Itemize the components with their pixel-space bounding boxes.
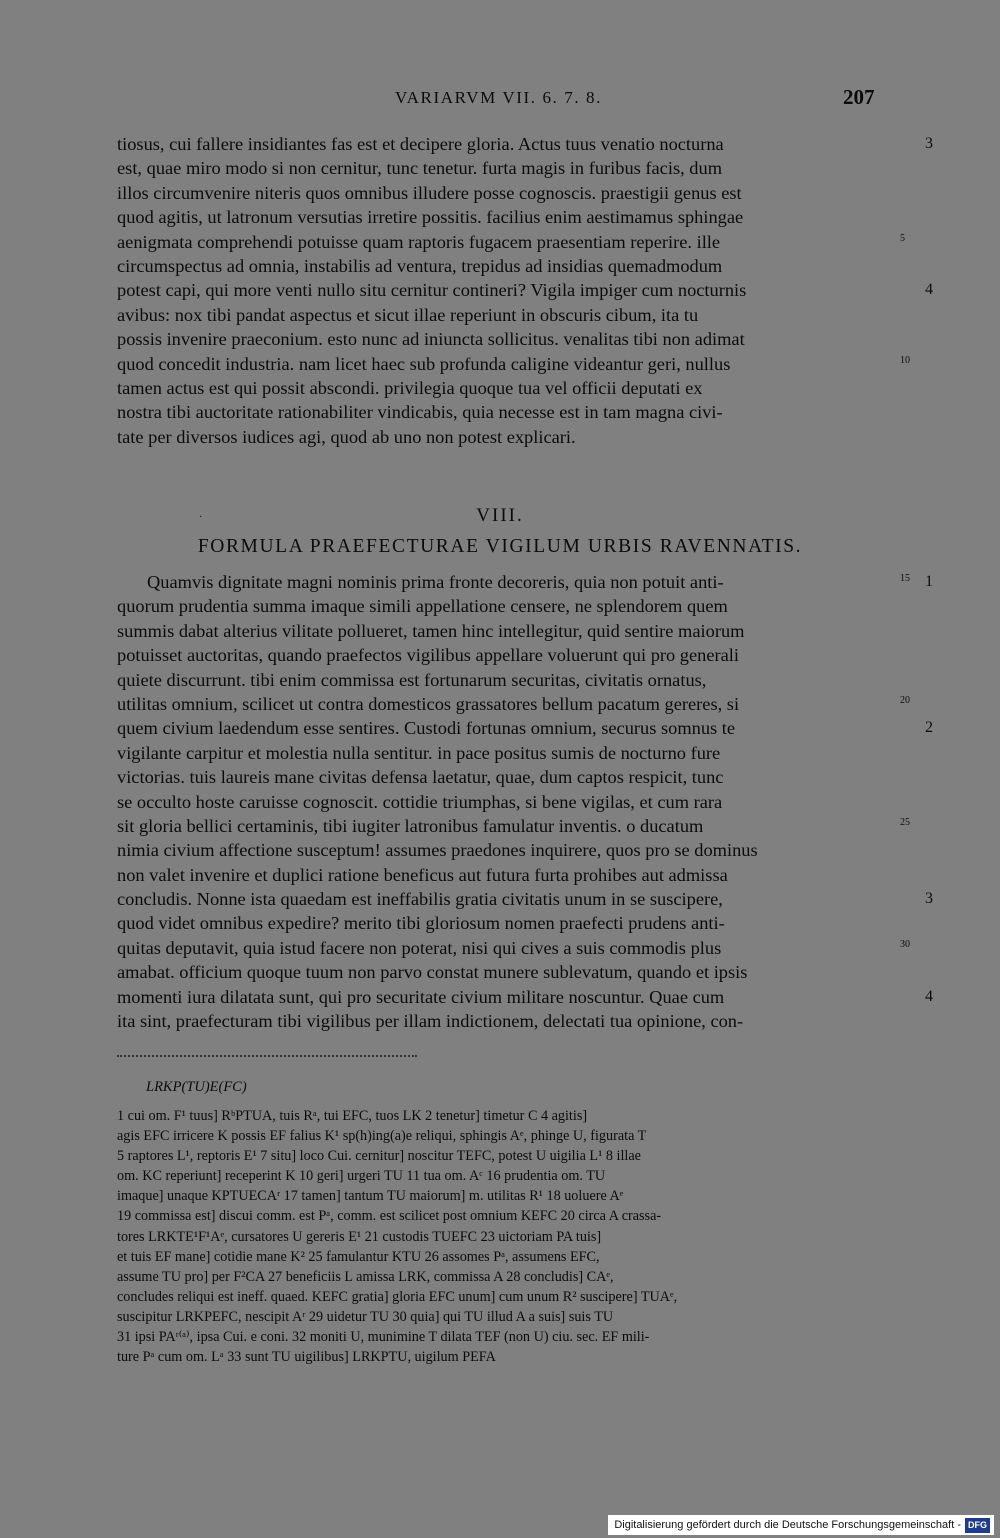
text-line: est, quae miro modo si non cernitur, tunc tenetur. furta magis in furibus facis, dum bbox=[117, 158, 722, 179]
text-line: nostra tibi auctoritate rationabiliter vindicabis, quia necesse est in tam magna civi- bbox=[117, 402, 723, 423]
text-line: sit gloria bellici certaminis, tibi iugiter latronibus famulatur inventis. o ducatum 25 bbox=[117, 815, 910, 836]
text-line: quod agitis, ut latronum versutias irretire possitis. facilius enim aestimamus sphingae bbox=[117, 207, 744, 228]
apparatus-line: suscipitur LRKPEFC, nescipit Aʳ 29 uidetur TU 30 quia] qui TU illud A a suis] suis TU bbox=[117, 1308, 614, 1325]
text-line: momenti iura dilatata sunt, qui pro securitate civium militare noscuntur. Quae cum 4 bbox=[117, 985, 895, 1009]
apparatus-line: 19 commissa est] discui comm. est Pᵃ, comm. est scilicet post omnium KEFC 20 circa A crassa- bbox=[117, 1208, 662, 1225]
text-line: quorum prudentia summa imaque simili appellatione censere, ne splendorem quem bbox=[117, 596, 728, 617]
text-line: quem civium laedendum esse sentires. Custodi fortunas omnium, securus somnus te 2 bbox=[117, 716, 895, 740]
text-line: quiete discurrunt. tibi enim commissa est fortunarum securitas, civitatis ornatus, bbox=[117, 669, 707, 690]
text-line: potuisset auctoritas, quando praefectos vigilibus appellare voluerunt qui pro generali bbox=[117, 645, 740, 666]
section-number: 1 bbox=[925, 573, 933, 590]
chapter-title: FORMULA PRAEFECTURAE VIGILUM URBIS RAVENNATIS. bbox=[197, 536, 803, 557]
text-line: summis dabat alterius vilitate pollueret, tamen hinc intellegitur, quid sentire maiorum bbox=[117, 620, 745, 641]
apparatus-line: et tuis EF mane] cotidie mane K² 25 famulantur KTU 26 assomes Pᵃ, assumens EFC, bbox=[117, 1248, 600, 1265]
text-line: avibus: nox tibi pandat aspectus et sicut illae reperiunt in obscuris cibum, ita tu bbox=[117, 304, 699, 325]
apparatus-line: 1 cui om. F¹ tuus] RᵇPTUA, tuis Rᵃ, tui EFC, tuos LK 2 tenetur] timetur C 4 agitis] bbox=[117, 1108, 588, 1124]
text-line: tamen actus est qui possit abscondi. privilegia quoque tua vel officii deputati ex bbox=[117, 377, 703, 398]
text-line: possis invenire praeconium. esto nunc ad iniuncta sollicitus. venalitas tibi non adimat bbox=[117, 329, 745, 350]
print-speck: · bbox=[199, 512, 203, 523]
cropped-line-fragment bbox=[117, 1055, 417, 1061]
section-number: 2 bbox=[925, 719, 933, 737]
dfg-logo: DFG bbox=[965, 1518, 990, 1533]
text-line: quod videt omnibus expedire? merito tibi gloriosum nomen praefecti prudens anti- bbox=[117, 913, 725, 934]
text-line: illos circumvenire niteris quos omnibus illudere posse cognoscis. praestigii genus est bbox=[117, 182, 742, 203]
apparatus-line: tores LRKTE¹F¹Aᵉ, cursatores U gereris E¹ 21 custodis TUEFC 23 uictoriam PA tuis] bbox=[117, 1228, 602, 1245]
section-number: 4 bbox=[925, 987, 933, 1005]
line-number: 20 bbox=[900, 694, 910, 706]
page-number: 207 bbox=[843, 85, 875, 109]
page-header bbox=[0, 85, 1000, 116]
line-number: 5 bbox=[900, 232, 905, 244]
text-line: vigilante carpitur et molestia nulla sentitur. in pace positus sumis de nocturno fure bbox=[117, 742, 721, 763]
apparatus-line: om. KC reperiunt] receperint K 10 geri] urgeri TU 11 tua om. Aᶜ 16 prudentia om. TU bbox=[117, 1168, 606, 1185]
apparatus-line: agis EFC irricere K possis EF falius K¹ sp(h)ing(a)e reliqui, sphingis Aᵉ, phinge U, figurata T bbox=[117, 1128, 647, 1145]
text-line: victorias. tuis laureis mane civitas defensa laetatur, quae, dum captos respicit, tunc bbox=[117, 767, 724, 788]
critical-apparatus bbox=[117, 1106, 895, 1367]
text-line: ita sint, praefecturam tibi vigilibus per illam indictionem, delectati tua opinione, con- bbox=[117, 1011, 744, 1032]
credit-text: Digitalisierung gefördert durch die Deutsche Forschungsgemeinschaft - bbox=[614, 1519, 961, 1531]
text-line: tate per diversos iudices agi, quod ab uno non potest explicari. bbox=[117, 426, 576, 447]
text-line: nimia civium affectione susceptum! assumes praedones inquirere, quos pro se dominus bbox=[117, 840, 758, 861]
line-number: 25 bbox=[900, 816, 910, 828]
line-number: 30 bbox=[900, 938, 910, 950]
apparatus-line: assume TU pro] per F²CA 27 beneficiis L amissa LRK, commissa A 28 concludis] CAᵉ, bbox=[117, 1268, 614, 1285]
text-line: amabat. officium quoque tuum non parvo constat munere sublevatum, quando et ipsis bbox=[117, 962, 748, 983]
text-line: circumspectus ad omnia, instabilis ad ventura, trepidus ad insidias quemadmodum bbox=[117, 255, 723, 276]
section-number: 3 bbox=[925, 890, 933, 908]
text-line: concludis. Nonne ista quaedam est ineffabilis gratia civitatis unum in se suscipere, 3 bbox=[117, 887, 895, 911]
apparatus-line: imaque] unaque KPTUECAʳ 17 tamen] tantum TU maiorum] m. utilitas R¹ 18 uoluere Aᵉ bbox=[117, 1188, 624, 1205]
text-line: non valet invenire et duplici ratione beneficus aut futura furta prohibes aut admissa bbox=[117, 864, 728, 885]
chapter-8-text bbox=[117, 570, 933, 1033]
text-line: Quamvis dignitate magni nominis prima fronte decoreris, quia non potuit anti- 15 1 bbox=[117, 570, 895, 594]
apparatus-line: 5 raptores L¹, reptoris E¹ 7 situ] loco Cui. cernitur] noscitur TEFC, potest U uigilia L¹ 8 illae bbox=[117, 1148, 641, 1165]
running-head: VARIARVM VII. 6. 7. 8. bbox=[395, 88, 603, 107]
section-number: 3 bbox=[925, 135, 933, 152]
apparatus-line: ture Pᵃ cum om. Lᵃ 33 sunt TU uigilibus] LRKPTU, uigilum PEFA bbox=[117, 1349, 496, 1366]
text-line: potest capi, qui more venti nullo situ cernitur contineri? Vigila impiger cum nocturnis 4 bbox=[117, 278, 895, 302]
digitization-credit bbox=[608, 1515, 994, 1535]
text-line: quitas deputavit, quia istud facere non poterat, nisi qui cives a suis commodis plus 30 bbox=[117, 937, 910, 958]
text-line: aenigmata comprehendi potuisse quam raptoris fugacem praesentiam reperire. ille 5 bbox=[117, 231, 905, 252]
text-line: quod concedit industria. nam licet haec sub profunda caligine videantur geri, nullus 10 bbox=[117, 353, 910, 374]
chapter-7-end-text bbox=[117, 132, 933, 449]
line-number: 10 bbox=[900, 354, 910, 366]
section-number: 4 bbox=[925, 281, 933, 299]
manuscript-sigla: LRKP(TU)E(FC) bbox=[146, 1079, 247, 1095]
line-number: 15 bbox=[900, 573, 910, 584]
apparatus-line: 31 ipsi PAʳ⁽ᵃ⁾, ipsa Cui. e coni. 32 moniti U, munimine T dilata TEF (non U) ciu. sec. EF mili- bbox=[117, 1329, 650, 1346]
text-line: se occulto hoste caruisse cognoscit. cottidie triumphas, si bene vigilas, et cum rara bbox=[117, 791, 723, 812]
text-line: utilitas omnium, scilicet ut contra domesticos grassatores bellum pacatum gereres, si 20 bbox=[117, 693, 910, 714]
text-line: tiosus, cui fallere insidiantes fas est et decipere gloria. Actus tuus venatio nocturna 3 bbox=[117, 132, 895, 156]
apparatus-line: concludes reliqui est ineff. quaed. KEFC gratia] gloria EFC unum] cum unum R² suscipere] TUAᵉ, bbox=[117, 1288, 678, 1305]
chapter-number: VIII. bbox=[476, 505, 524, 526]
